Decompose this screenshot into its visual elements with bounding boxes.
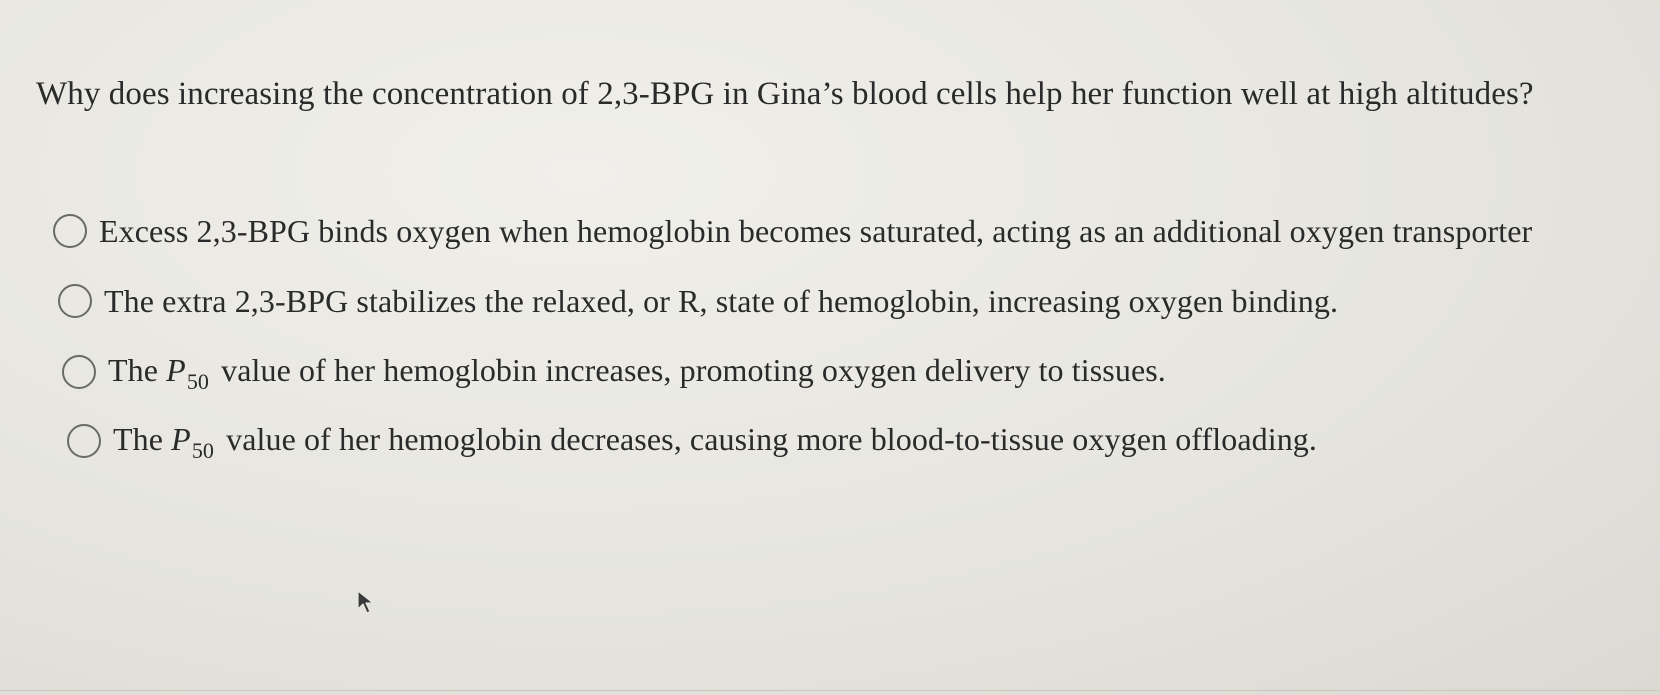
answer-option-2[interactable]: [58, 281, 1338, 321]
option-suffix: value of her hemoglobin increases, promoting oxygen delivery to tissues.: [221, 352, 1166, 388]
question-text: Why does increasing the concentration of 2,3-BPG in Gina’s blood cells help her function well at high altitudes?: [36, 76, 1534, 112]
divider: [0, 690, 1660, 691]
p-variable: P: [171, 421, 191, 457]
option-prefix: The: [108, 352, 159, 388]
option-prefix: The: [113, 421, 164, 457]
p-variable: P: [166, 352, 186, 388]
radio-button[interactable]: [53, 214, 87, 248]
answer-option-1[interactable]: [53, 211, 1532, 251]
arrow-pointer-icon: [356, 589, 378, 615]
radio-button[interactable]: [62, 355, 96, 389]
radio-button[interactable]: [67, 424, 101, 458]
option-label: [113, 419, 1317, 463]
p-subscript: 50: [186, 369, 210, 394]
answer-option-4[interactable]: [67, 419, 1317, 463]
option-suffix: value of her hemoglobin decreases, causing more blood-to-tissue oxygen offloading.: [226, 421, 1318, 457]
option-label: The extra 2,3-BPG stabilizes the relaxed, or R, state of hemoglobin, increasing oxygen binding.: [104, 283, 1339, 319]
answer-option-3[interactable]: [62, 350, 1166, 394]
p-subscript: 50: [191, 438, 215, 463]
option-label: Excess 2,3-BPG binds oxygen when hemoglobin becomes saturated, acting as an additional oxygen transporter: [99, 213, 1533, 249]
radio-button[interactable]: [58, 284, 92, 318]
option-label: [108, 350, 1166, 394]
